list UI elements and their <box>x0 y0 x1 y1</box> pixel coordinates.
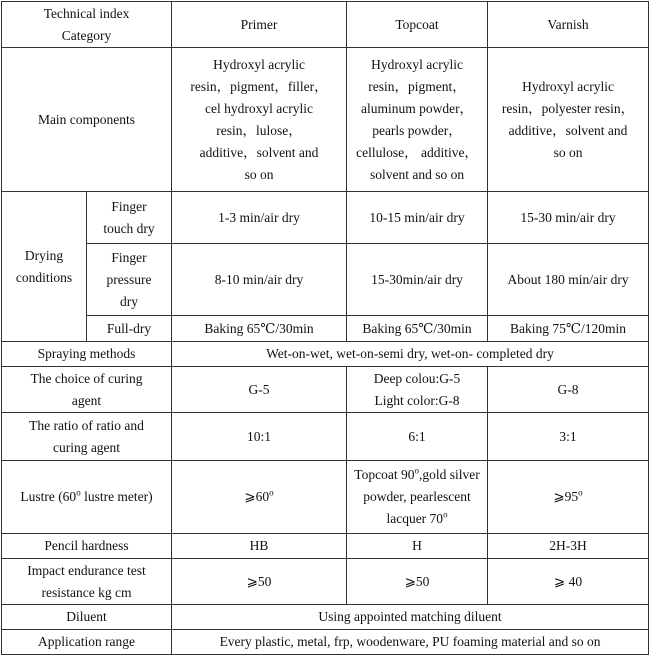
lustre-primer-degree: o <box>269 487 274 498</box>
spraying-value: Wet-on-wet, wet-on-semi dry, wet-on- completed dry <box>172 342 649 367</box>
spraying-label: Spraying methods <box>2 342 172 367</box>
curing-choice-primer: G-5 <box>172 367 347 413</box>
pencil-topcoat: H <box>347 534 488 559</box>
main-components-topcoat: Hydroxyl acrylic resin，pigment， aluminum powder， pearls powder， cellulose， additive， solvent and so on <box>347 48 488 192</box>
lustre-topcoat-line2: powder, pearlescent <box>363 489 471 504</box>
lustre-varnish-value: ⩾95 <box>553 489 579 504</box>
spraying-row <box>2 342 649 367</box>
lustre-topcoat-line1-post: ,gold silver <box>418 467 480 482</box>
ratio-label: The ratio of ratio and curing agent <box>2 413 172 461</box>
drying-full-label: Full-dry <box>87 316 172 342</box>
spec-table <box>1 1 649 655</box>
ratio-row <box>2 413 649 461</box>
drying-touch-row <box>2 192 649 244</box>
pencil-varnish: 2H-3H <box>488 534 649 559</box>
lustre-topcoat <box>347 461 488 534</box>
drying-touch-label: Finger touch dry <box>87 192 172 244</box>
main-components-varnish: Hydroxyl acrylic resin，polyester resin， additive，solvent and so on <box>488 48 649 192</box>
impact-topcoat: ⩾50 <box>347 559 488 605</box>
curing-choice-label: The choice of curing agent <box>2 367 172 413</box>
header-primer: Primer <box>172 2 347 48</box>
drying-pressure-varnish: About 180 min/air dry <box>488 244 649 316</box>
impact-row <box>2 559 649 605</box>
lustre-topcoat-line3-pre: lacquer 70 <box>386 511 444 526</box>
lustre-varnish-degree: o <box>578 487 583 498</box>
drying-pressure-row <box>2 244 649 316</box>
lustre-label <box>2 461 172 534</box>
header-row <box>2 2 649 48</box>
curing-choice-topcoat: Deep colou:G-5 Light color:G-8 <box>347 367 488 413</box>
drying-full-varnish: Baking 75℃/120min <box>488 316 649 342</box>
diluent-value: Using appointed matching diluent <box>172 605 649 630</box>
lustre-varnish <box>488 461 649 534</box>
main-components-label: Main components <box>2 48 172 192</box>
lustre-topcoat-line1-pre: Topcoat 90 <box>354 467 415 482</box>
lustre-topcoat-line1-degree: o <box>414 465 419 476</box>
ratio-topcoat: 6:1 <box>347 413 488 461</box>
curing-choice-varnish: G-8 <box>488 367 649 413</box>
lustre-row <box>2 461 649 534</box>
drying-touch-topcoat: 10-15 min/air dry <box>347 192 488 244</box>
header-varnish: Varnish <box>488 2 649 48</box>
ratio-varnish: 3:1 <box>488 413 649 461</box>
drying-full-row <box>2 316 649 342</box>
curing-choice-row <box>2 367 649 413</box>
lustre-label-post: lustre meter) <box>80 489 153 504</box>
drying-touch-varnish: 15-30 min/air dry <box>488 192 649 244</box>
drying-touch-primer: 1-3 min/air dry <box>172 192 347 244</box>
impact-primer: ⩾50 <box>172 559 347 605</box>
lustre-label-degree: o <box>76 487 81 498</box>
main-components-row <box>2 48 649 192</box>
lustre-primer-value: ⩾60 <box>244 489 270 504</box>
drying-pressure-label: Finger pressure dry <box>87 244 172 316</box>
pencil-label: Pencil hardness <box>2 534 172 559</box>
diluent-label: Diluent <box>2 605 172 630</box>
lustre-label-pre: Lustre (60 <box>20 489 77 504</box>
drying-pressure-topcoat: 15-30min/air dry <box>347 244 488 316</box>
application-value: Every plastic, metal, frp, woodenware, PU foaming material and so on <box>172 630 649 655</box>
lustre-topcoat-line1 <box>354 467 479 482</box>
impact-label: Impact endurance test resistance kg cm <box>2 559 172 605</box>
main-components-primer: Hydroxyl acrylic resin，pigment，filler， cel hydroxyl acrylic resin，lulose， additive，solvent and so on <box>172 48 347 192</box>
ratio-primer: 10:1 <box>172 413 347 461</box>
header-category: Technical index Category <box>2 2 172 48</box>
pencil-row <box>2 534 649 559</box>
lustre-primer <box>172 461 347 534</box>
header-topcoat: Topcoat <box>347 2 488 48</box>
drying-full-topcoat: Baking 65℃/30min <box>347 316 488 342</box>
lustre-topcoat-line3 <box>386 511 447 526</box>
impact-varnish: ⩾ 40 <box>488 559 649 605</box>
drying-label: Drying conditions <box>2 192 87 342</box>
lustre-topcoat-line3-degree: o <box>443 509 448 520</box>
diluent-row <box>2 605 649 630</box>
drying-pressure-primer: 8-10 min/air dry <box>172 244 347 316</box>
drying-full-primer: Baking 65℃/30min <box>172 316 347 342</box>
application-label: Application range <box>2 630 172 655</box>
pencil-primer: HB <box>172 534 347 559</box>
